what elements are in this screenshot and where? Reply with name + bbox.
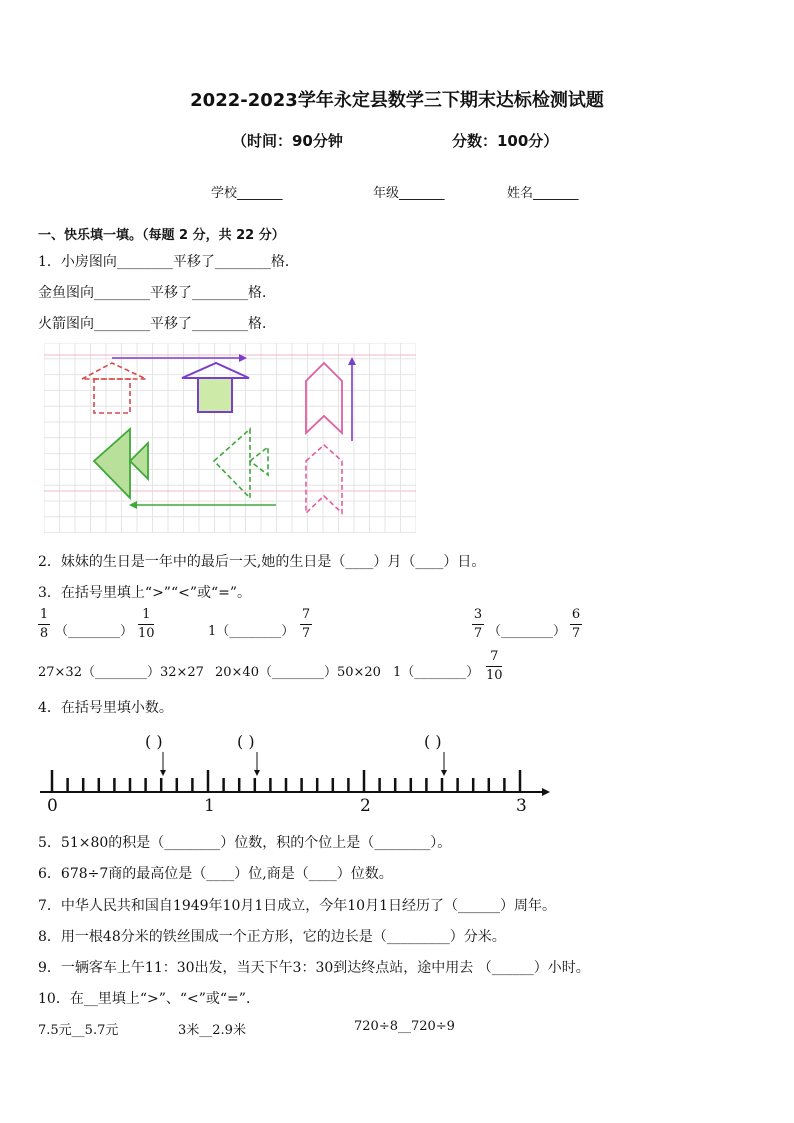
q10-item-3[interactable]: 720÷8__720÷9 <box>354 1019 455 1034</box>
q4-text: 4．在括号里填小数。 <box>38 700 173 716</box>
blank-3a[interactable]: （________） <box>55 624 134 639</box>
q1-line2: 金鱼图向________平移了________格． <box>38 285 276 301</box>
fish-dashed <box>214 429 268 498</box>
q1-line3: 火箭图向________平移了________格． <box>38 316 276 332</box>
compare-20x40[interactable]: 20×40（________）50×20 <box>215 665 381 680</box>
numberline-label-0: 0 <box>47 796 58 816</box>
q7: 7．中华人民共和国自1949年10月1日成立，今年10月1日经历了（______）周年。 <box>38 898 556 914</box>
blank-3b[interactable]: 1（________） <box>208 624 295 639</box>
compare-27x32[interactable]: 27×32（________）32×27 <box>38 665 204 680</box>
paren-2[interactable]: ( ) <box>237 732 255 751</box>
q9: 9．一辆客车上午11：30出发，当天下午3：30到达终点站，途中用去 （______）小时。 <box>38 960 590 976</box>
q10-item-2[interactable]: 3米__2.9米 <box>178 1023 246 1038</box>
numberline-label-3: 3 <box>516 796 527 816</box>
blank-3c[interactable]: （________） <box>488 624 567 639</box>
grade-field: 年级_______ <box>373 186 445 201</box>
paren-1[interactable]: ( ) <box>145 732 163 751</box>
score-label: 分数：100分） <box>452 132 559 150</box>
house-solid <box>182 363 249 412</box>
fraction-6-7: 6 7 <box>571 607 581 641</box>
fraction-1-10: 1 10 <box>138 607 155 641</box>
q8: 8．用一根48分米的铁丝围成一个正方形，它的边长是（_________）分米。 <box>38 929 506 945</box>
q1-line1: 1．小房图向________平移了________格． <box>38 254 299 270</box>
page-title: 2022-2023学年永定县数学三下期末达标检测试题 <box>190 90 604 111</box>
numberline-label-1: 1 <box>204 796 215 816</box>
q6: 6．678÷7商的最高位是（____）位,商是（____）位数。 <box>38 866 393 882</box>
q10-item-1[interactable]: 7.5元__5.7元 <box>38 1023 119 1038</box>
blank-3f[interactable]: 1（________） <box>393 665 480 680</box>
fish-solid <box>94 429 148 498</box>
translation-figure <box>44 343 416 533</box>
house-dashed <box>82 363 146 413</box>
fraction-7-10: 7 10 <box>486 649 503 683</box>
rocket-dashed <box>306 445 342 513</box>
fraction-1-8: 1 8 <box>39 607 49 641</box>
number-line <box>40 748 560 798</box>
paren-3[interactable]: ( ) <box>424 732 442 751</box>
fraction-3-7: 3 7 <box>473 607 483 641</box>
section-heading: 一、快乐填一填。（每题 2 分，共 22 分） <box>38 228 285 243</box>
q3-text: 3．在括号里填上“>”“<”或“=”。 <box>38 585 252 601</box>
school-field: 学校_______ <box>211 186 283 201</box>
time-label: （时间：90分钟 <box>232 132 343 150</box>
q2: 2．妹妹的生日是一年中的最后一天,她的生日是（____）月（____）日。 <box>38 554 486 570</box>
q5: 5．51×80的积是（________）位数，积的个位上是（________）。 <box>38 835 452 851</box>
numberline-label-2: 2 <box>360 796 371 816</box>
fraction-7-7: 7 7 <box>301 607 311 641</box>
name-field: 姓名_______ <box>507 186 579 201</box>
q10-text: 10．在__里填上“>”、“<”或“=”． <box>38 991 260 1007</box>
